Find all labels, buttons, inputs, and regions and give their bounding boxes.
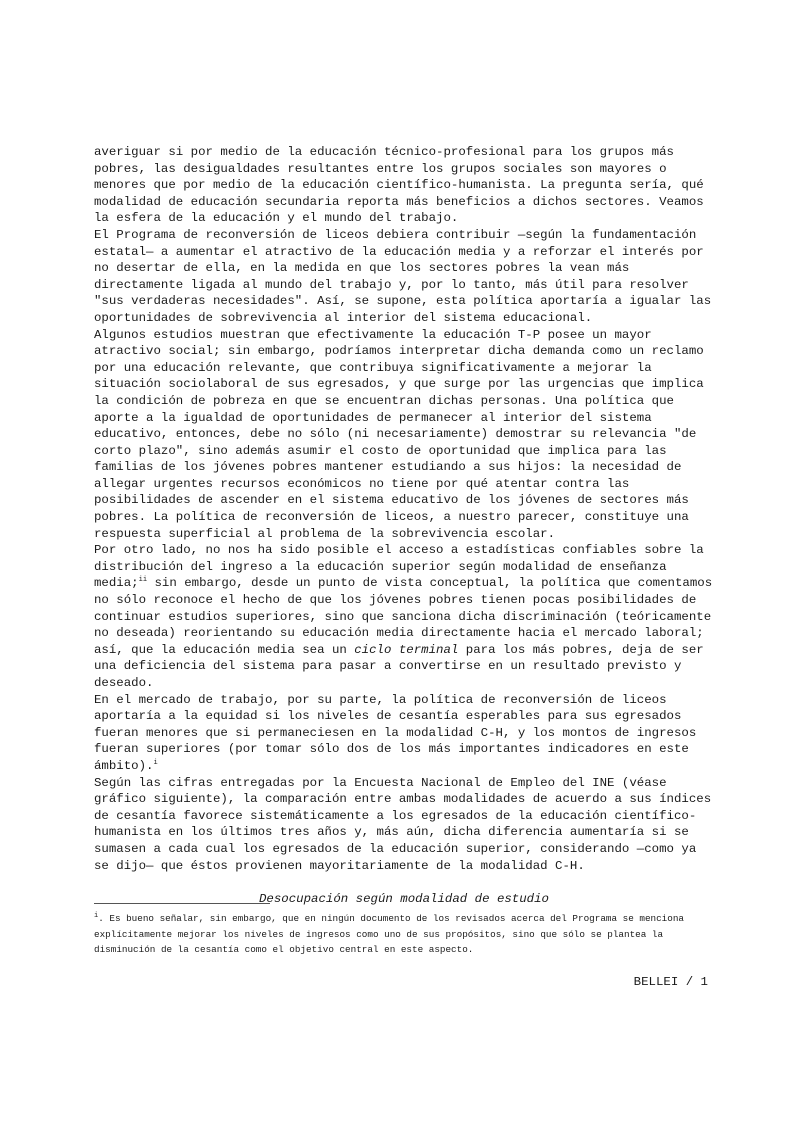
emphasis-ciclo-terminal: ciclo terminal bbox=[354, 642, 459, 657]
paragraph-4-part-c: para los más pobres, deja de ser una deficiencia del sistema para pasar a convertirse en un resultado previsto y deseado. bbox=[94, 642, 704, 690]
paragraph-5 bbox=[94, 692, 714, 775]
footnote-divider bbox=[94, 903, 270, 904]
footnote-ref-i[interactable]: i bbox=[153, 758, 158, 767]
page-footer: BELLEI / 1 bbox=[633, 975, 708, 989]
page-body bbox=[94, 144, 714, 906]
footnote-ref-ii[interactable]: ii bbox=[138, 576, 148, 585]
paragraph-4 bbox=[94, 542, 714, 691]
paragraph-4-part-b: sin embargo, desde un punto de vista conceptual, la política que comentamos no sólo reconoce el hecho de que los jóvenes pobres tienen pocas posibilidades de continuar estudios superiores, sino que sanciona dicha discriminación (teóricamente no deseada) reorientando su educación media directamente hacia el mercado laboral; así, que la educación media sea un bbox=[94, 576, 713, 657]
footnote bbox=[94, 911, 708, 958]
paragraph-5-text: En el mercado de trabajo, por su parte, la política de reconversión de liceos aportaría a la equidad si los niveles de cesantía esperables para sus egresados fueran menores que si permaneciesen en la modalidad C-H, y los montos de ingresos fueran superiores (por tomar sólo dos de los más importantes indicadores en este ámbito). bbox=[94, 692, 697, 773]
paragraph-3: Algunos estudios muestran que efectivamente la educación T-P posee un mayor atractivo social; sin embargo, podríamos interpretar dicha demanda como un reclamo por una educación relevante, que contribuya significativamente a mejorar la situación sociolaboral de sus egresados, y que surge por las urgencias que implica la condición de pobreza en que se encuentran dichas personas. Una política que aporte a la igualdad de oportunidades de permanecer al interior del sistema educativo, entonces, debe no sólo (ni necesariamente) demostrar su relevancia "de corto plazo", sino además asumir el costo de oportunidad que implica para las familias de los jóvenes pobres mantener estudiando a sus hijos: la necesidad de allegar urgentes recursos económicos no tiene por qué atentar contra las posibilidades de ascender en el sistema educativo de los jóvenes de sectores más pobres. La política de reconversión de liceos, a nuestro parecer, constituye una respuesta superficial al problema de la sobrevivencia escolar. bbox=[94, 327, 704, 541]
paragraph-6: Según las cifras entregadas por la Encuesta Nacional de Empleo del INE (véase gráfico siguiente), la comparación entre ambas modalidades de acuerdo a sus índices de cesantía favorece sistemáticamente a los egresados de la educación científico-humanista en los últimos tres años y, más aún, dicha diferencia aumentaría si se sumasen a cada cual los egresados de la educación superior, considerando —como ya se dijo— que éstos provienen mayoritariamente de la modalidad C-H. bbox=[94, 775, 712, 873]
paragraph-2: El Programa de reconversión de liceos debiera contribuir —según la fundamentación estatal— a aumentar el atractivo de la educación media y a reforzar el interés por no desertar de ella, en la medida en que los sectores pobres la vean más directamente ligada al mundo del trabajo y, por lo tanto, más útil para resolver "sus verdaderas necesidades". Así, se supone, esta política aportaría a igualar las oportunidades de sobrevivencia al interior del sistema educacional. bbox=[94, 227, 712, 325]
paragraph-1: averiguar si por medio de la educación técnico-profesional para los grupos más pobres, las desigualdades resultantes entre los grupos sociales son mayores o menores que por medio de la educación científico-humanista. La pregunta sería, qué modalidad de educación secundaria reporta más beneficios a dichos sectores. Veamos la esfera de la educación y el mundo del trabajo. bbox=[94, 145, 704, 226]
chart-caption: Desocupación según modalidad de estudio bbox=[259, 892, 549, 907]
footnote-text: . Es bueno señalar, sin embargo, que en ningún documento de los revisados acerca del Programa se menciona explícitamente mejorar los niveles de ingresos como uno de sus propósitos, sino que sólo se plantea la disminución de la cesantía como el objetivo central en este aspecto. bbox=[94, 913, 685, 955]
main-text bbox=[94, 144, 714, 874]
paragraph-4-part-a: Por otro lado, no nos ha sido posible el acceso a estadísticas confiables sobre la distribución del ingreso a la educación superior según modalidad de enseñanza media; bbox=[94, 543, 704, 591]
footnote-marker: i bbox=[94, 911, 99, 920]
